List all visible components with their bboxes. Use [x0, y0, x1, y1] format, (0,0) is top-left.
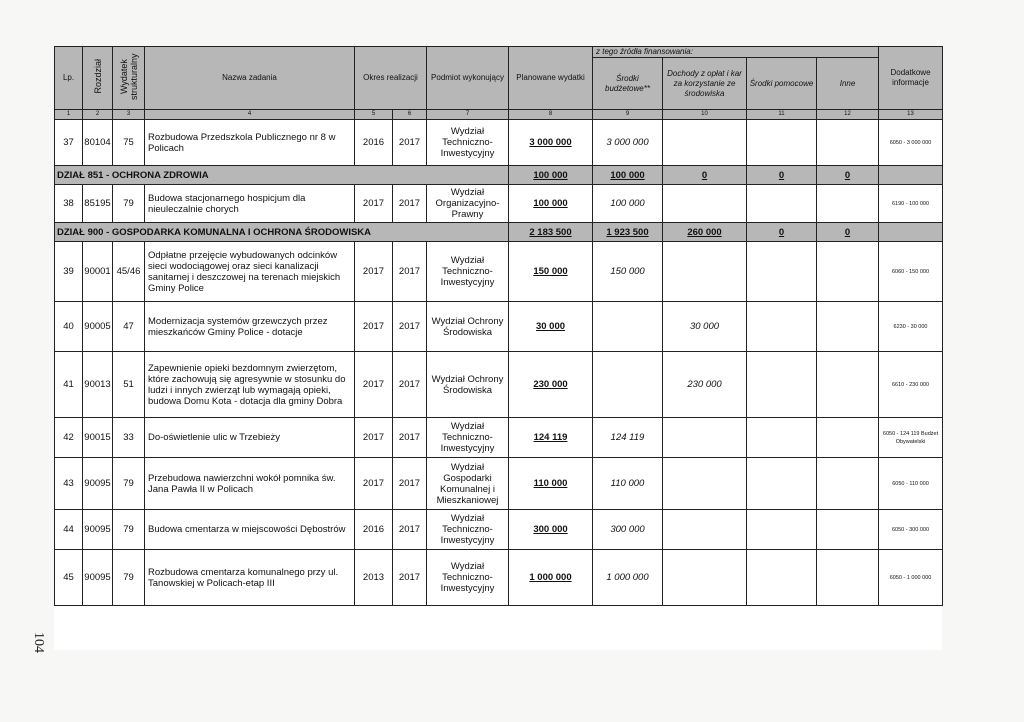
cell-info: 6190 - 100 000	[879, 185, 943, 223]
cell-lp: 44	[55, 510, 83, 550]
header-srodki-budzetowe: Środki budżetowe**	[593, 58, 663, 110]
cell-podmiot: Wydział Techniczno-Inwestycyjny	[427, 242, 509, 302]
cell-dochody	[663, 418, 747, 458]
cell-okres-do: 2017	[393, 550, 427, 606]
cell-okres-od: 2017	[355, 185, 393, 223]
cell-budzetowe: 150 000	[593, 242, 663, 302]
section-planowane: 2 183 500	[509, 223, 593, 242]
cell-budzetowe	[593, 302, 663, 352]
header-dochody: Dochody z opłat i kar za korzystanie ze środowiska	[663, 58, 747, 110]
cell-info: 6050 - 3 000 000	[879, 120, 943, 166]
cell-dochody	[663, 510, 747, 550]
column-number: 7	[427, 110, 509, 120]
cell-rozdzial: 90095	[83, 510, 113, 550]
column-number: 9	[593, 110, 663, 120]
cell-okres-od: 2017	[355, 352, 393, 418]
cell-inne	[817, 352, 879, 418]
cell-dochody	[663, 120, 747, 166]
cell-dochody	[663, 550, 747, 606]
header-okres: Okres realizacji	[355, 47, 427, 110]
cell-podmiot: Wydział Techniczno-Inwestycyjny	[427, 510, 509, 550]
cell-inne	[817, 242, 879, 302]
cell-info: 6050 - 124 119 Budżet Obywatelski	[879, 418, 943, 458]
section-budzetowe: 100 000	[593, 166, 663, 185]
section-planowane: 100 000	[509, 166, 593, 185]
cell-wydatek: 45/46	[113, 242, 145, 302]
section-pomocowe: 0	[747, 223, 817, 242]
table-row	[55, 120, 943, 166]
cell-rozdzial: 80104	[83, 120, 113, 166]
cell-rozdzial: 85195	[83, 185, 113, 223]
column-number: 13	[879, 110, 943, 120]
budget-table	[54, 46, 943, 606]
cell-lp: 39	[55, 242, 83, 302]
cell-pomocowe	[747, 510, 817, 550]
column-number: 11	[747, 110, 817, 120]
cell-planowane: 110 000	[509, 458, 593, 510]
cell-inne	[817, 418, 879, 458]
cell-info: 6050 - 300 000	[879, 510, 943, 550]
table-row	[55, 418, 943, 458]
cell-inne	[817, 510, 879, 550]
cell-lp: 45	[55, 550, 83, 606]
cell-podmiot: Wydział Techniczno-Inwestycyjny	[427, 120, 509, 166]
cell-wydatek: 33	[113, 418, 145, 458]
section-title: DZIAŁ 851 - OCHRONA ZDROWIA	[55, 166, 509, 185]
cell-lp: 40	[55, 302, 83, 352]
cell-lp: 41	[55, 352, 83, 418]
cell-nazwa: Modernizacja systemów grzewczych przez mieszkańców Gminy Police - dotacje	[145, 302, 355, 352]
table-row	[55, 185, 943, 223]
header-planowane: Planowane wydatki	[509, 47, 593, 110]
cell-budzetowe	[593, 352, 663, 418]
cell-nazwa: Rozbudowa cmentarza komunalnego przy ul. Tanowskiej w Policach-etap III	[145, 550, 355, 606]
cell-budzetowe: 110 000	[593, 458, 663, 510]
section-row	[55, 223, 943, 242]
cell-inne	[817, 185, 879, 223]
table-row	[55, 302, 943, 352]
cell-rozdzial: 90095	[83, 550, 113, 606]
table-row	[55, 458, 943, 510]
cell-planowane: 100 000	[509, 185, 593, 223]
section-row	[55, 166, 943, 185]
header-srodki-pomocowe: Środki pomocowe	[747, 58, 817, 110]
cell-planowane: 300 000	[509, 510, 593, 550]
cell-inne	[817, 302, 879, 352]
section-info	[879, 166, 943, 185]
cell-inne	[817, 550, 879, 606]
cell-wydatek: 51	[113, 352, 145, 418]
cell-okres-do: 2017	[393, 120, 427, 166]
cell-info: 6060 - 150 000	[879, 242, 943, 302]
cell-wydatek: 79	[113, 185, 145, 223]
cell-info: 6050 - 110 000	[879, 458, 943, 510]
section-info	[879, 223, 943, 242]
cell-dochody	[663, 185, 747, 223]
cell-info: 6050 - 1 000 000	[879, 550, 943, 606]
cell-wydatek: 47	[113, 302, 145, 352]
column-number: 10	[663, 110, 747, 120]
column-number: 1	[55, 110, 83, 120]
section-dochody: 0	[663, 166, 747, 185]
cell-budzetowe: 124 119	[593, 418, 663, 458]
section-budzetowe: 1 923 500	[593, 223, 663, 242]
cell-pomocowe	[747, 550, 817, 606]
header-wydatek: Wydatek strukturalny	[113, 47, 145, 110]
cell-podmiot: Wydział Ochrony Środowiska	[427, 302, 509, 352]
cell-info: 6610 - 230 000	[879, 352, 943, 418]
cell-nazwa: Odpłatne przejęcie wybudowanych odcinków sieci wodociągowej oraz sieci kanalizacji sanitarnej i deszczowej na terenach miejskich Gminy Police	[145, 242, 355, 302]
section-inne: 0	[817, 223, 879, 242]
cell-okres-do: 2017	[393, 352, 427, 418]
cell-rozdzial: 90013	[83, 352, 113, 418]
cell-planowane: 1 000 000	[509, 550, 593, 606]
cell-nazwa: Budowa cmentarza w miejscowości Dębostrów	[145, 510, 355, 550]
cell-pomocowe	[747, 302, 817, 352]
cell-okres-od: 2017	[355, 302, 393, 352]
header-inne: Inne	[817, 58, 879, 110]
cell-budzetowe: 1 000 000	[593, 550, 663, 606]
cell-podmiot: Wydział Techniczno-Inwestycyjny	[427, 550, 509, 606]
cell-lp: 37	[55, 120, 83, 166]
cell-wydatek: 79	[113, 550, 145, 606]
cell-planowane: 230 000	[509, 352, 593, 418]
cell-pomocowe	[747, 418, 817, 458]
cell-okres-do: 2017	[393, 185, 427, 223]
section-dochody: 260 000	[663, 223, 747, 242]
cell-planowane: 150 000	[509, 242, 593, 302]
page-number: 104	[31, 632, 46, 653]
cell-nazwa: Do-oświetlenie ulic w Trzebieży	[145, 418, 355, 458]
cell-nazwa: Rozbudowa Przedszkola Publicznego nr 8 w Policach	[145, 120, 355, 166]
cell-lp: 38	[55, 185, 83, 223]
cell-okres-od: 2017	[355, 418, 393, 458]
section-inne: 0	[817, 166, 879, 185]
cell-wydatek: 75	[113, 120, 145, 166]
cell-planowane: 3 000 000	[509, 120, 593, 166]
cell-pomocowe	[747, 458, 817, 510]
cell-okres-od: 2016	[355, 120, 393, 166]
cell-inne	[817, 458, 879, 510]
cell-rozdzial: 90095	[83, 458, 113, 510]
column-number: 4	[145, 110, 355, 120]
column-number: 12	[817, 110, 879, 120]
cell-rozdzial: 90001	[83, 242, 113, 302]
cell-budzetowe: 3 000 000	[593, 120, 663, 166]
table-body	[55, 120, 943, 606]
cell-lp: 43	[55, 458, 83, 510]
cell-lp: 42	[55, 418, 83, 458]
cell-okres-od: 2016	[355, 510, 393, 550]
cell-info: 6230 - 30 000	[879, 302, 943, 352]
table-row	[55, 510, 943, 550]
header-z-tego: z tego źródła finansowania:	[593, 47, 879, 58]
header-nazwa: Nazwa zadania	[145, 47, 355, 110]
section-pomocowe: 0	[747, 166, 817, 185]
budget-table-sheet	[54, 46, 942, 650]
header-podmiot: Podmiot wykonujący	[427, 47, 509, 110]
cell-dochody: 230 000	[663, 352, 747, 418]
column-number-row	[55, 110, 943, 120]
cell-rozdzial: 90005	[83, 302, 113, 352]
cell-planowane: 124 119	[509, 418, 593, 458]
cell-okres-do: 2017	[393, 418, 427, 458]
column-number: 5	[355, 110, 393, 120]
cell-okres-do: 2017	[393, 510, 427, 550]
cell-planowane: 30 000	[509, 302, 593, 352]
cell-nazwa: Przebudowa nawierzchni wokół pomnika św. Jana Pawła II w Policach	[145, 458, 355, 510]
cell-pomocowe	[747, 185, 817, 223]
cell-okres-do: 2017	[393, 458, 427, 510]
cell-inne	[817, 120, 879, 166]
cell-dochody	[663, 458, 747, 510]
column-number: 6	[393, 110, 427, 120]
cell-budzetowe: 100 000	[593, 185, 663, 223]
column-number: 2	[83, 110, 113, 120]
cell-okres-od: 2013	[355, 550, 393, 606]
cell-nazwa: Budowa stacjonarnego hospicjum dla nieuleczalnie chorych	[145, 185, 355, 223]
cell-podmiot: Wydział Ochrony Środowiska	[427, 352, 509, 418]
table-row	[55, 352, 943, 418]
cell-okres-od: 2017	[355, 458, 393, 510]
cell-budzetowe: 300 000	[593, 510, 663, 550]
cell-rozdzial: 90015	[83, 418, 113, 458]
cell-wydatek: 79	[113, 510, 145, 550]
header-dodatkowe: Dodatkowe informacje	[879, 47, 943, 110]
cell-podmiot: Wydział Techniczno-Inwestycyjny	[427, 418, 509, 458]
cell-dochody	[663, 242, 747, 302]
cell-okres-do: 2017	[393, 242, 427, 302]
cell-wydatek: 79	[113, 458, 145, 510]
header-lp: Lp.	[55, 47, 83, 110]
section-title: DZIAŁ 900 - GOSPODARKA KOMUNALNA I OCHRONA ŚRODOWISKA	[55, 223, 509, 242]
header-rozdzial: Rozdział	[83, 47, 113, 110]
column-number: 3	[113, 110, 145, 120]
cell-podmiot: Wydział Gospodarki Komunalnej i Mieszkaniowej	[427, 458, 509, 510]
cell-pomocowe	[747, 352, 817, 418]
cell-pomocowe	[747, 120, 817, 166]
cell-pomocowe	[747, 242, 817, 302]
column-number: 8	[509, 110, 593, 120]
cell-dochody: 30 000	[663, 302, 747, 352]
cell-okres-do: 2017	[393, 302, 427, 352]
cell-okres-od: 2017	[355, 242, 393, 302]
cell-podmiot: Wydział Organizacyjno-Prawny	[427, 185, 509, 223]
table-row	[55, 550, 943, 606]
cell-nazwa: Zapewnienie opieki bezdomnym zwierzętom, które zachowują się agresywnie w stosunku do ludzi i innych zwierząt lub wymagają opieki, budowa Domu Kota - dotacja dla gminy Dobra	[145, 352, 355, 418]
table-row	[55, 242, 943, 302]
